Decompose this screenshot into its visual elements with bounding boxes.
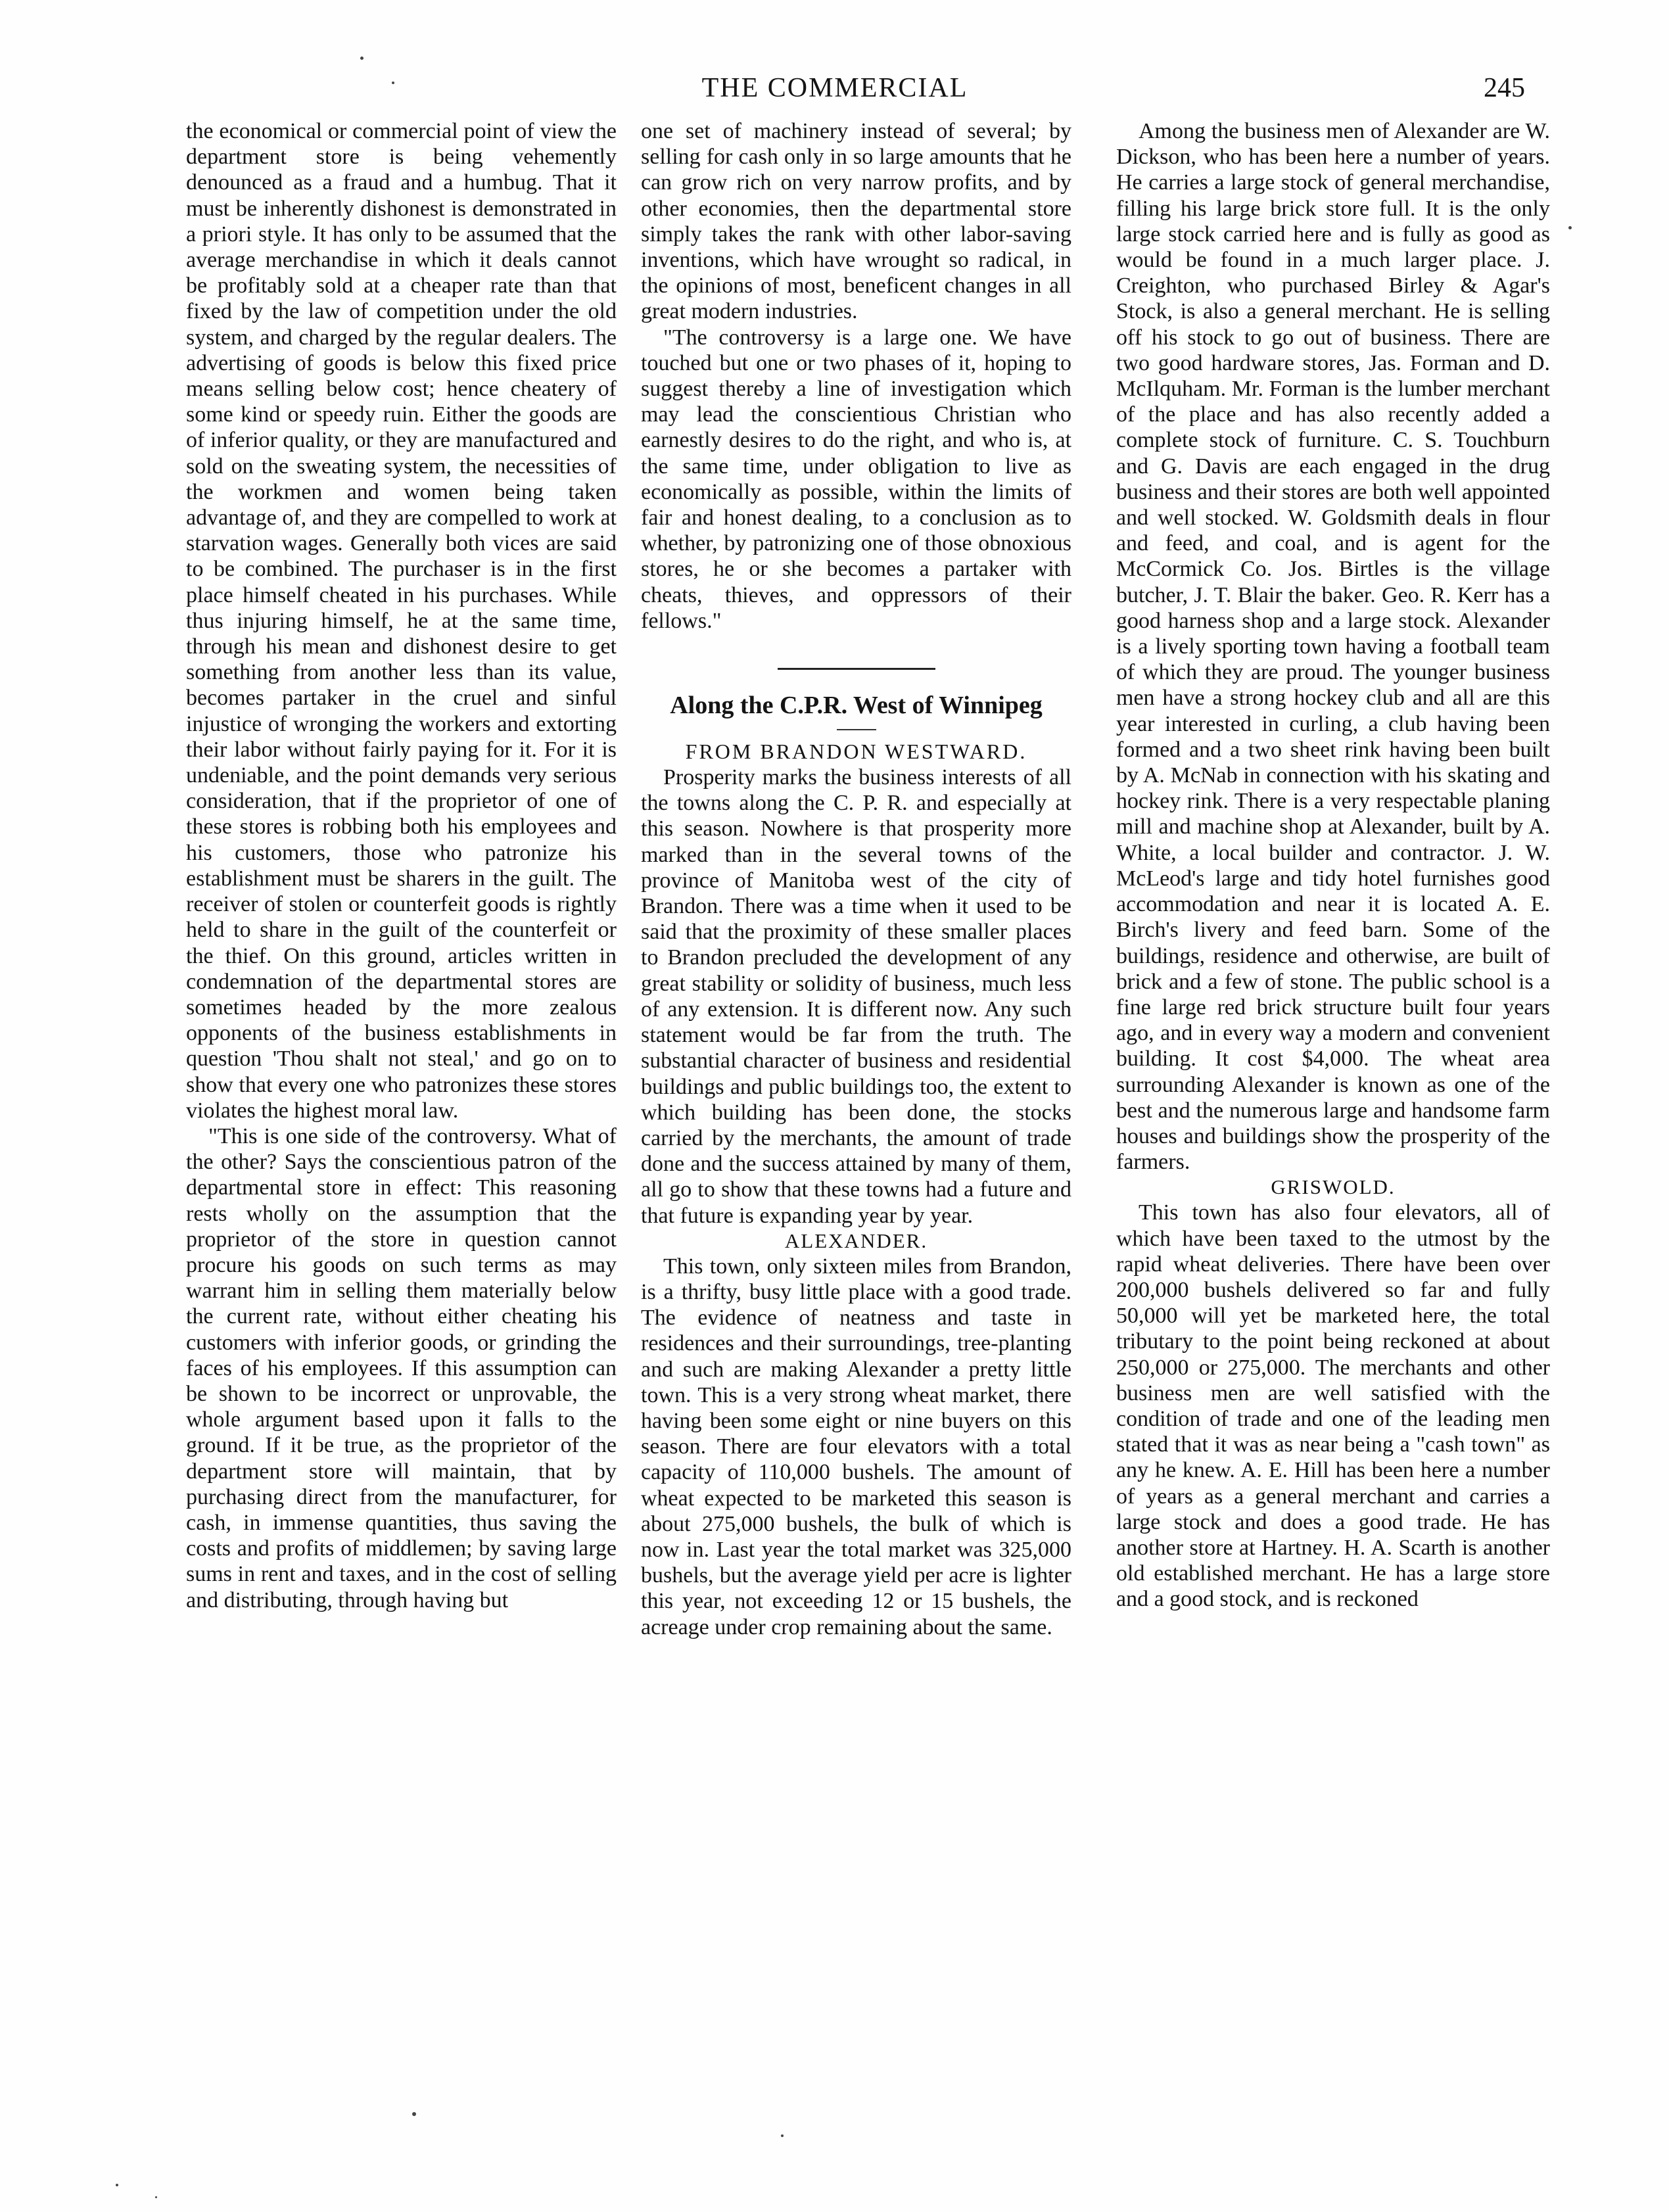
scan-speck [1568, 226, 1572, 229]
page-number: 245 [1484, 73, 1525, 103]
section-heading-alexander: ALEXANDER. [784, 1229, 928, 1252]
article-paragraph: one set of machinery instead of several; by selling for cash only in so large amounts that he can grow rich on very narrow profits, and by other economies, then the departmental store simply takes the rank with other labor-saving inventions, which have wrought so radical, in the opinions of most, beneficent changes in all great modern industries. [641, 119, 1071, 324]
scan-speck [360, 57, 364, 60]
scan-speck [392, 82, 394, 84]
section-heading-griswold: GRISWOLD. [1271, 1175, 1396, 1199]
article-headline: Along the C.P.R. West of Winnipeg [670, 692, 1043, 720]
scan-speck [781, 2134, 784, 2137]
scan-speck [412, 2112, 416, 2116]
column-middle [641, 118, 1071, 1640]
article-paragraph: "The controversy is a large one. We have touched but one or two phases of it, hoping to suggest thereby a line of investigation which may lead the conscientious Christian who earnestly desires to do the right, and who is, at the same time, under obligation to live as economically as possible, within the limits of fair and honest dealing, to a conclusion as to whether, by patronizing one of those obnoxious stores, he or she becomes a partaker with cheats, thieves, and oppressors of their fellows." [641, 325, 1071, 633]
column-right [1116, 118, 1550, 1612]
article-intro: Prosperity marks the business interests of all the towns along the C. P. R. and especially at this season. Nowhere is that prosperity more marked than in the several towns of the province of Manitoba west of the city of Brandon. There was a time when it used to be said that the proximity of these smaller places to Brandon precluded the development of any great stability or solidity of business, much less of any extension. It is different now. Any such statement would be far from the truth. The substantial character of business and residential buildings and public buildings too, the extent to which building has been done, the stocks carried by the merchants, the amount of trade done and the success attained by many of them, all go to show that these towns had a future and that future is expanding year by year. [641, 765, 1071, 1228]
publication-title: THE COMMERCIAL [701, 73, 968, 103]
article-divider [778, 668, 935, 670]
column-left [186, 118, 617, 1613]
section-text-alexander: This town, only sixteen miles from Brandon, is a thrifty, busy little place with a good trade. The evidence of neatness and taste in residences and their surroundings, tree-planting and such are making Alexander a pretty little town. This is a very strong wheat market, there having been some eight or nine buyers on this season. There are four elevators with a total capacity of 110,000 bushels. The amount of wheat expected to be marketed this season is about 275,000 bushels, the bulk of which is now in. Last year the total market was 325,000 bushels, but the average yield per acre is lighter this year, not exceeding 12 or 15 bushels, the acreage under crop remaining about the same. [641, 1254, 1071, 1639]
scan-speck [155, 2196, 157, 2198]
article-paragraph: the economical or commercial point of view the department store is being vehemently denounced as a fraud and a humbug. That it must be inherently dishonest is demonstrated in a priori style. It has only to be assumed that the average merchandise in which it deals cannot be profitably sold at a cheaper rate than that fixed by the law of competition under the old system, and charged by the regular dealers. The advertising of goods is below this fixed price means selling below cost; hence cheatery of some kind or speedy ruin. Either the goods are of inferior quality, or they are manufactured and sold on the sweating system, the necessities of the workmen and women being taken advantage of, and they are compelled to work at starvation wages. Generally both vices are said to be combined. The purchaser is in the first place himself cheated in his purchases. While thus injuring himself, he at the same time, through his mean and dishonest desire to get something from another less than its value, becomes partaker in the cruel and sinful injustice of wronging the workers and extorting their labor without fairly paying for it. For it is undeniable, and the point demands very serious consideration, that if the proprietor of one of these stores is robbing both his employees and his customers, those who patronize his establishment must be sharers in the guilt. The receiver of stolen or counterfeit goods is rightly held to share in the guilt of the counterfeit or the thief. On this ground, articles written in condemnation of the departmental stores are sometimes headed by the more zealous opponents of the business establishments in question 'Thou shalt not steal,' and go on to show that every one who patronizes these stores violates the highest moral law. [186, 119, 617, 1123]
article-paragraph: "This is one side of the controversy. What of the other? Says the conscientious patron of the departmental store in effect: This reasoning rests wholly on the assumption that the proprietor of the store in question cannot procure his goods on such terms as may warrant him in selling them materially below the current rate, without either cheating his customers with inferior goods, or grinding the faces of his employees. If this assumption can be shown to be incorrect or unprovable, the whole argument based upon it falls to the ground. If it be true, as the proprietor of the department store will maintain, that by purchasing direct from the manufacturer, for cash, in immense quantities, thus saving the costs and profits of middlemen; by saving large sums in rent and taxes, and in the cost of selling and distributing, through having but [186, 1123, 617, 1612]
article-byline: FROM BRANDON WESTWARD. [685, 740, 1027, 764]
headline-rule [837, 729, 876, 730]
section-text-griswold: This town has also four elevators, all of which have been taxed to the utmost by the rapid wheat deliveries. There have been over 200,000 bushels delivered so far and fully 50,000 will yet be marketed here, the total tributary to the point being reckoned at about 250,000 or 275,000. The merchants and other business men are well satisfied with the condition of trade and one of the leading men stated that it was as near being a "cash town" as any he knew. A. E. Hill has been here a number of years as a general merchant and carries a large stock and does a good trade. He has another store at Hartney. H. A. Scarth is another old established merchant. He has a large store and a good stock, and is reckoned [1116, 1200, 1550, 1612]
scan-speck [116, 2184, 118, 2186]
article-paragraph: Among the business men of Alexander are W. Dickson, who has been here a number of years. He carries a large stock of general merchandise, filling his large brick store full. It is the only large stock carried here and is fully as good as would be found in a much larger place. J. Creighton, who purchased Birley & Agar's Stock, is also a general merchant. He is selling off his stock to go out of business. There are two good hardware stores, Jas. Forman and D. McIlquham. Mr. Forman is the lumber merchant of the place and has also recently added a complete stock of furniture. C. S. Touchburn and G. Davis are each engaged in the drug business and their stores are both well appointed and well stocked. W. Goldsmith deals in flour and feed, and coal, and is agent for the McCormick Co. Jos. Birtles is the village butcher, J. T. Blair the baker. Geo. R. Kerr has a good harness shop and a large stock. Alexander is a lively sporting town having a football team of which they are proud. The younger business men have a strong hockey club and all are this year interested in curling, a club having been formed and a two sheet rink having been built by A. McNab in connection with his skating and hockey rink. There is a very respectable planing mill and machine shop at Alexander, built by A. White, a local builder and contractor. J. W. McLeod's large and tidy hotel furnishes good accommodation and near it is located A. E. Birch's livery and feed barn. Some of the buildings, residence and otherwise, are built of brick and a few of stone. The public school is a fine large red brick structure built four years ago, and in every way a modern and convenient building. It cost $4,000. The wheat area surrounding Alexander is known as one of the best and the numerous large and handsome farm houses and buildings show the prosperity of the farmers. [1116, 119, 1551, 1175]
